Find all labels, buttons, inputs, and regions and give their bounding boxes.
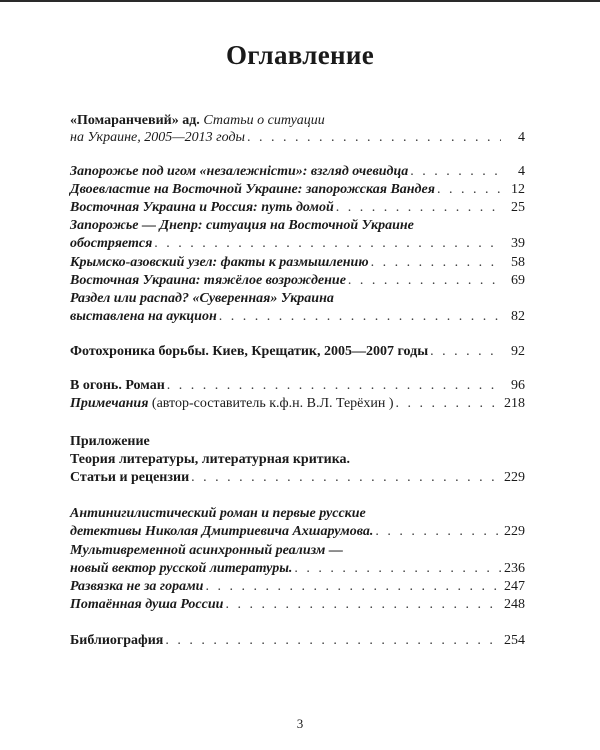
toc-entry-photo: Фотохроника борьбы. Киев, Крещатик, 2005—2007 годы . . . 92: [70, 343, 525, 360]
toc-entry-7: Раздел или распад? «Суверенная» Украина выставлена на аукцион . . . 82: [70, 290, 525, 325]
toc-entry-novel: В огонь. Роман . . . 96: [70, 377, 525, 394]
toc-entry-section-1: [70, 112, 525, 146]
page-title: Оглавление: [226, 40, 374, 70]
section-1-page: 4: [518, 130, 525, 145]
toc-entry-5: Крымско-азовский узел: факты к размышлению . . . 58: [70, 254, 525, 271]
toc-entry-a1: Антинигилистический роман и первые русские детективы Николая Дмитриевича Ахшарумова. . . . 229: [70, 505, 525, 540]
toc-entry-biblio: Библиография . . . 254: [70, 632, 525, 649]
section-1-italic: Статьи о ситуации: [203, 113, 325, 128]
section-1-bold: «Помаранчевий» ад.: [70, 113, 200, 128]
toc-entry-a4: Потаённая душа России . . . 248: [70, 596, 525, 613]
top-border: [0, 0, 600, 2]
toc-entry-appendix: Приложение Теория литературы, литературная критика. Статьи и рецензии . . . 229: [70, 433, 525, 486]
toc-entry-1: Запорожье под игом «незалежністи»: взгляд очевидца . . . 4: [70, 163, 525, 180]
toc-entry-a3: Развязка не за горами . . . 247: [70, 578, 525, 595]
page-number: 3: [296, 716, 304, 731]
toc-entry-6: Восточная Украина: тяжёлое возрождение . . . 69: [70, 272, 525, 289]
section-1-line2: на Украине, 2005—2013 годы: [70, 130, 246, 145]
toc-entry-2: Двоевластие на Восточной Украине: запорожская Вандея . . . 12: [70, 181, 525, 198]
toc-entry-3: Восточная Украина и Россия: путь домой . . . 25: [70, 199, 525, 216]
toc-entry-4: Запорожье — Днепр: ситуация на Восточной Украине обостряется . . . 39: [70, 217, 525, 252]
toc-entry-notes: Примечания (автор-составитель к.ф.н. В.Л. Терёхин ) . . . 218: [70, 395, 525, 412]
toc-entry-a2: Мультивременной асинхронный реализм — новый вектор русской литературы. . . . 236: [70, 542, 525, 577]
